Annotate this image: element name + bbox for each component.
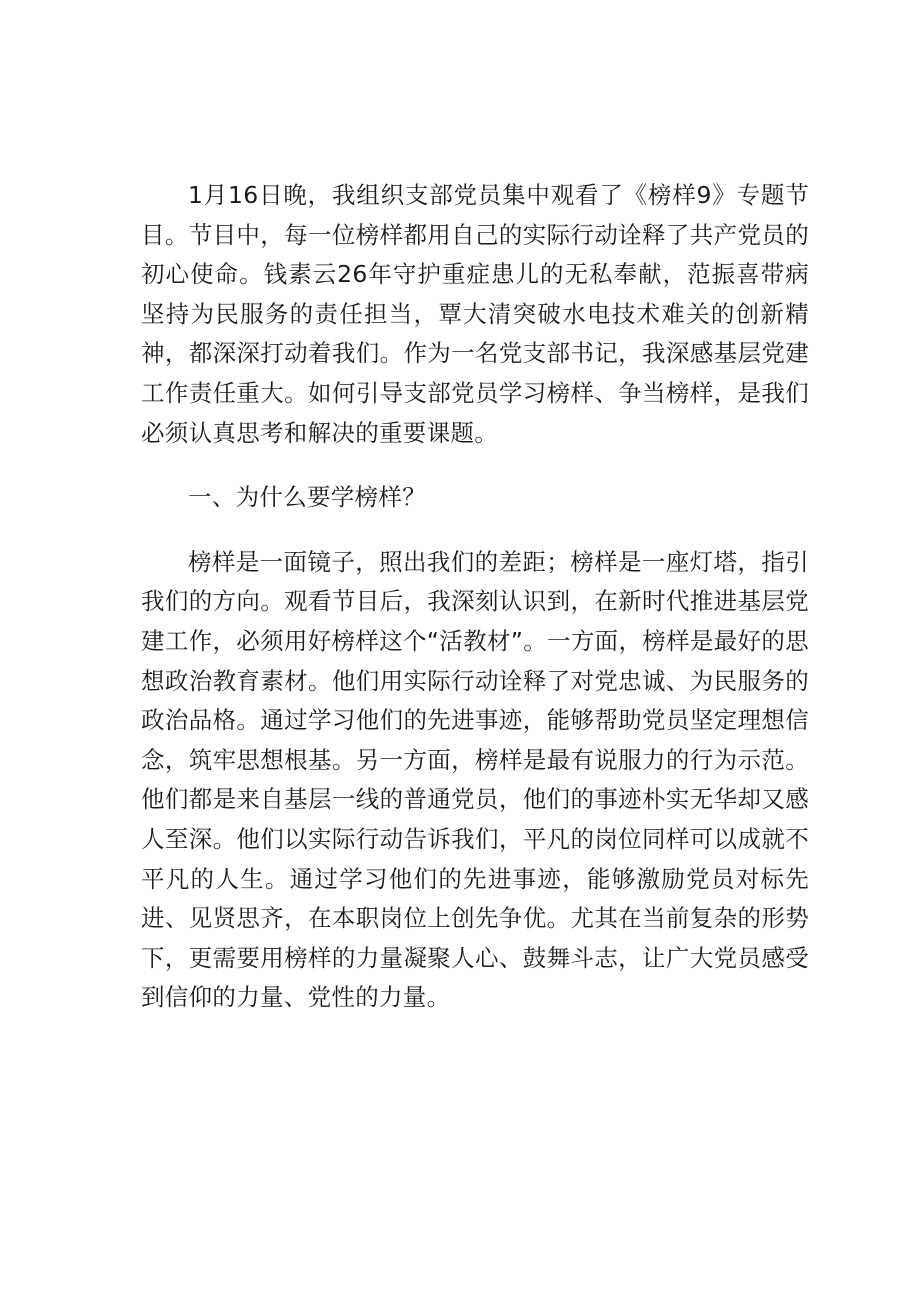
document-body [141, 176, 809, 1018]
paragraph-spacer [141, 453, 809, 478]
section-paragraph: 榜样是一面镜子，照出我们的差距；榜样是一座灯塔，指引我们的方向。观看节目后，我深刻认识到，在新时代推进基层党建工作，必须用好榜样这个“活教材”。一方面，榜样是最好的思想政治教育素材。他们用实际行动诠释了对党忠诚、为民服务的政治品格。通过学习他们的先进事迹，能够帮助党员坚定理想信念，筑牢思想根基。另一方面，榜样是最有说服力的行为示范。他们都是来自基层一线的普通党员，他们的事迹朴实无华却又感人至深。他们以实际行动告诉我们，平凡的岗位同样可以成就不平凡的人生。通过学习他们的先进事迹，能够激励党员对标先进、见贤思齐，在本职岗位上创先争优。尤其在当前复杂的形势下，更需要用榜样的力量凝聚人心、鼓舞斗志，让广大党员感受到信仰的力量、党性的力量。 [141, 547, 809, 1012]
section-heading: 一、为什么要学榜样？ [188, 483, 426, 512]
intro-paragraph: 1月16日晚，我组织支部党员集中观看了《榜样9》专题节目。节目中，每一位榜样都用自己的实际行动诠释了共产党员的初心使命。钱素云26年守护重症患儿的无私奉献，范振喜带病坚持为民服务的责任担当，覃大清突破水电技术难关的创新精神，都深深打动着我们。作为一名党支部书记，我深感基层党建工作责任重大。如何引导支部党员学习榜样、争当榜样，是我们必须认真思考和解决的重要课题。 [141, 181, 809, 447]
paragraph-spacer [141, 518, 809, 543]
